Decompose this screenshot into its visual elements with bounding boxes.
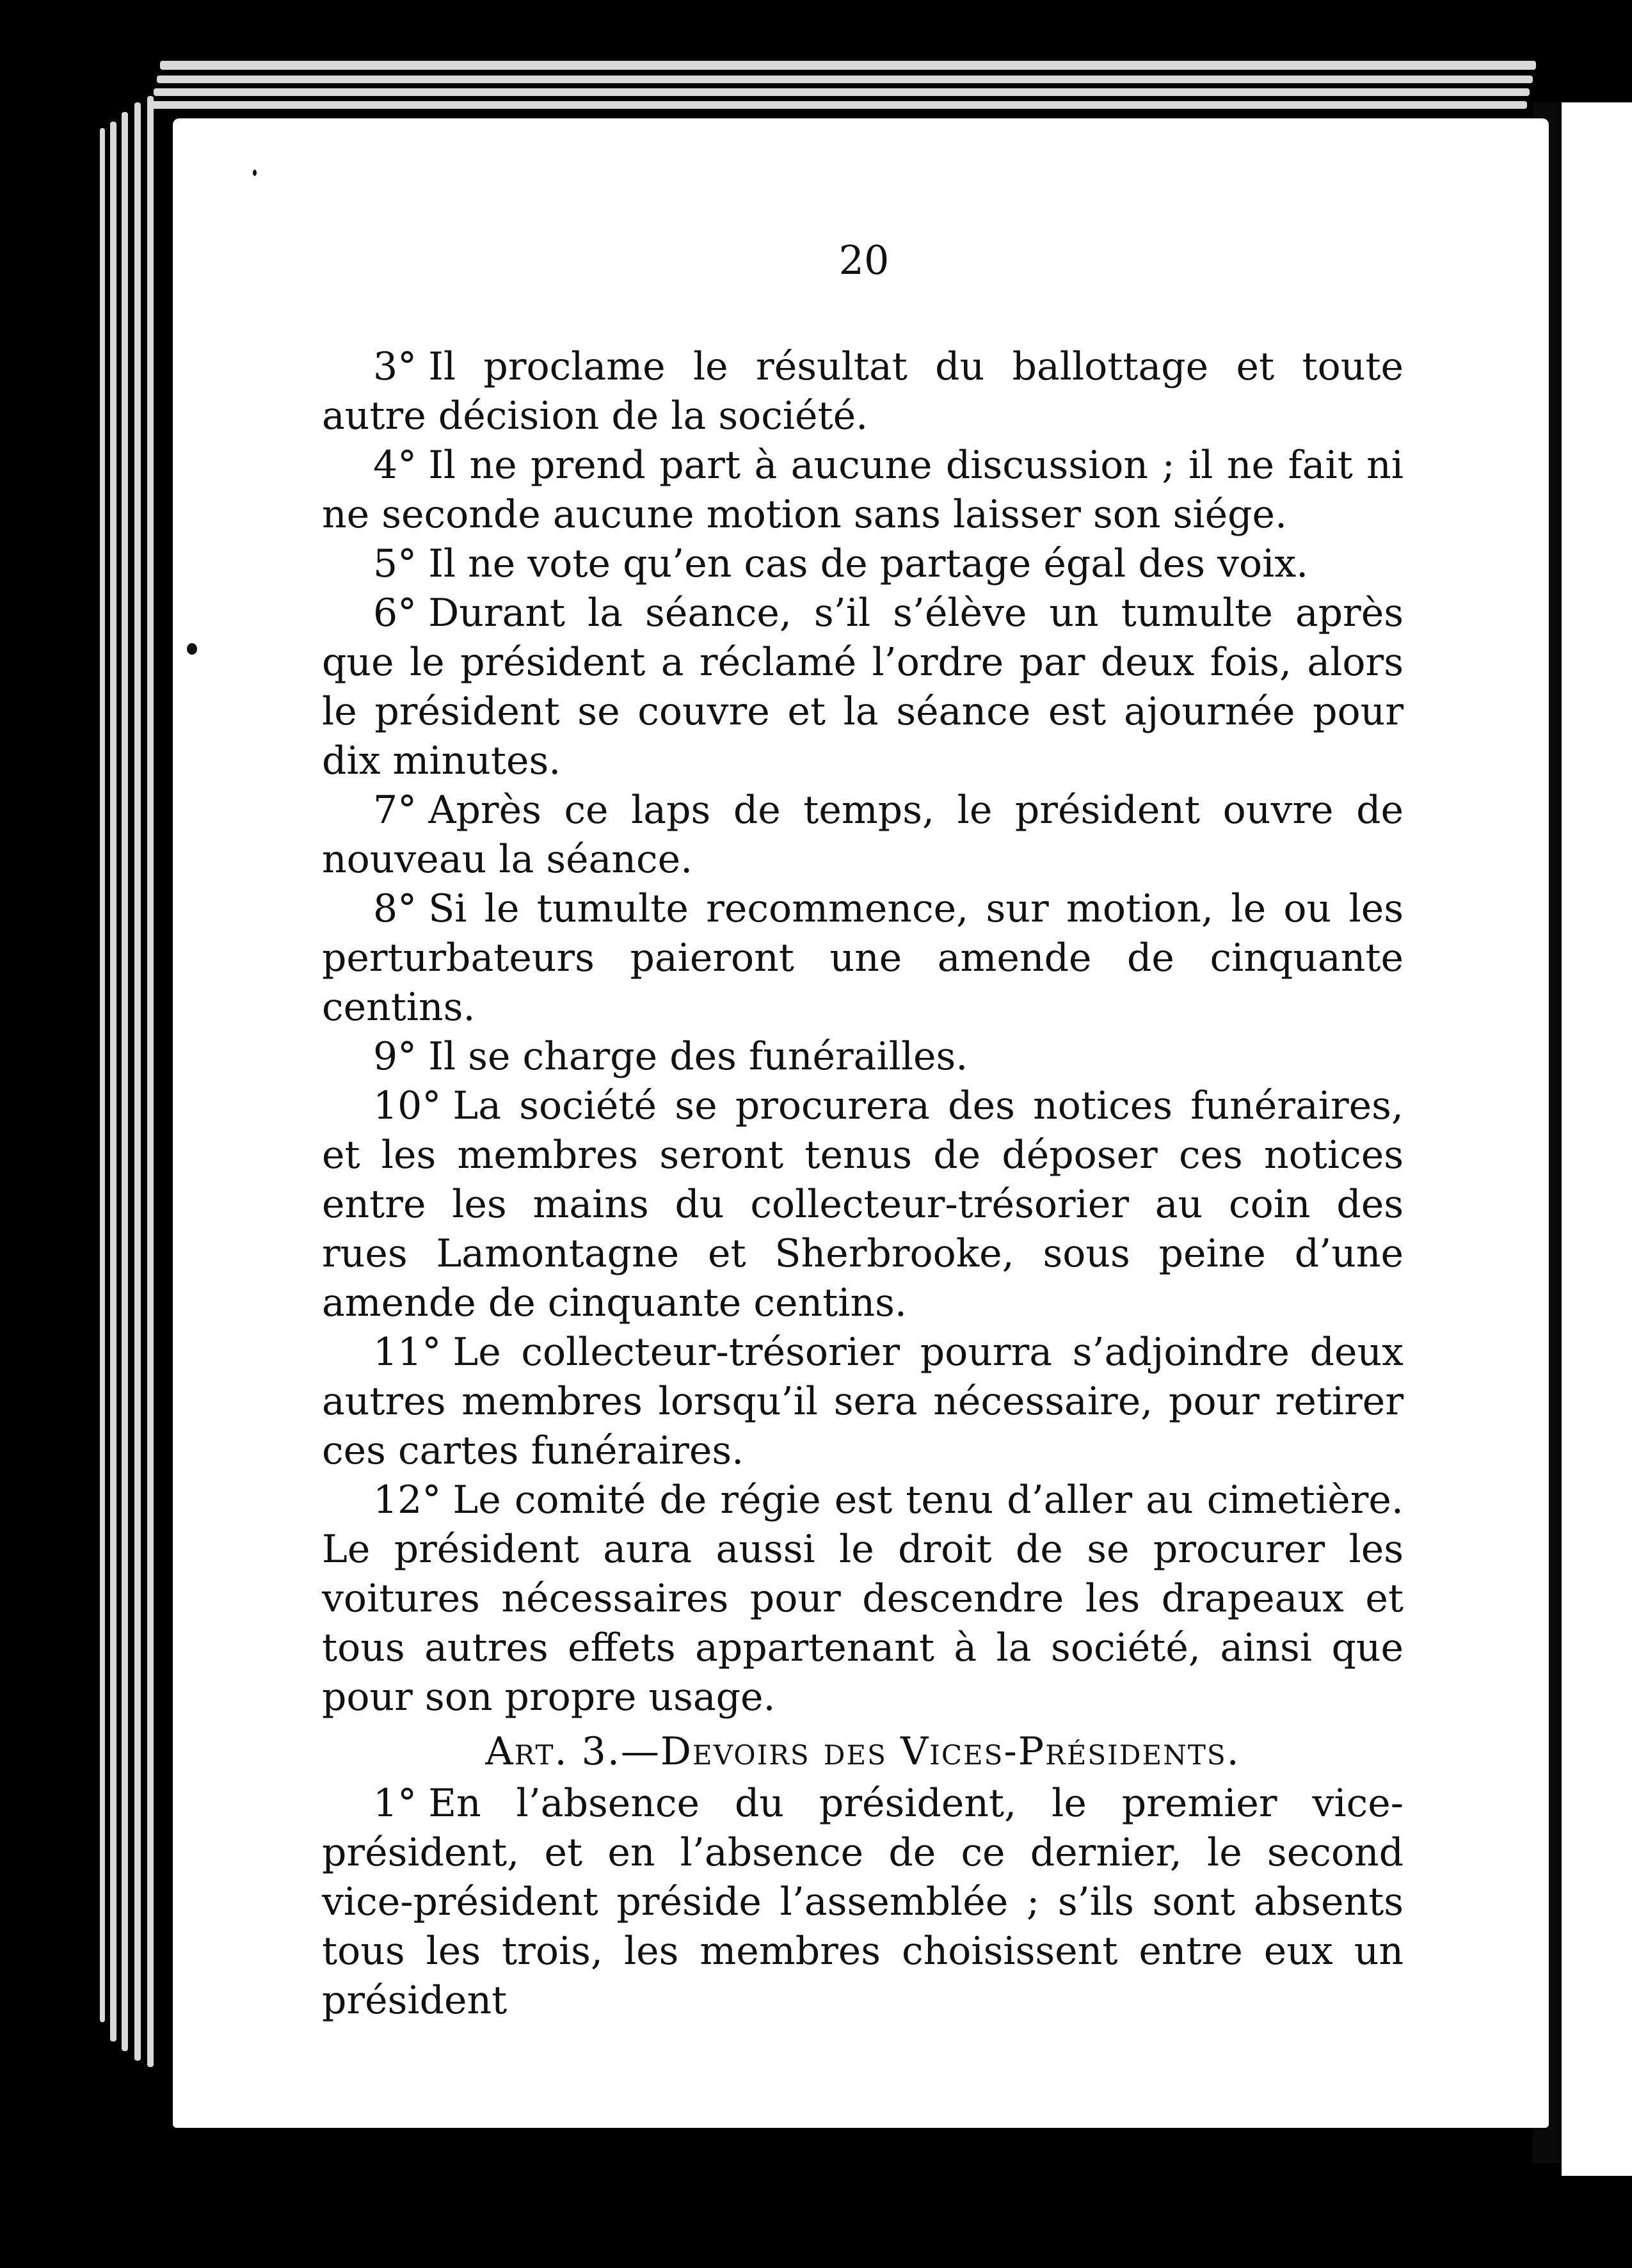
page-edge: [110, 122, 116, 2041]
page-edge: [160, 61, 1536, 70]
paragraph-text: Il ne vote qu’en cas de partage égal des voix.: [428, 541, 1309, 586]
page-body: [322, 342, 1404, 2025]
paragraph-number: 5°: [373, 541, 417, 586]
paragraph-5: [322, 539, 1404, 589]
paragraph-art3-1: [322, 1779, 1404, 2025]
paragraph-10: [322, 1082, 1404, 1328]
paragraph-number: 4°: [373, 443, 417, 488]
paragraph-3: [322, 342, 1404, 441]
paragraph-text: La société se procurera des notices funéraires, et les membres seront tenus de déposer ces notices entre les mains du collecteur-trésorier au coin des rues Lamontagne et Sherbrooke, sous peine d’une amende de cinquante centins.: [322, 1083, 1404, 1325]
paragraph-text: Il proclame le résultat du ballottage et toute autre décision de la société.: [322, 344, 1404, 438]
facing-page-edge: [1562, 102, 1632, 2176]
ink-speck: [253, 170, 257, 176]
section-heading: Art. 3.—Devoirs des Vices-Présidents.: [485, 1729, 1240, 1774]
paragraph-number: 7°: [373, 788, 417, 833]
paragraph-text: Si le tumulte recommence, sur motion, le ou les perturbateurs paieront une amende de cinquante centins.: [322, 886, 1404, 1030]
ink-speck: [187, 643, 197, 655]
paragraph-text: Il se charge des funérailles.: [428, 1034, 968, 1079]
page-number: 20: [838, 237, 890, 284]
paragraph-4: [322, 441, 1404, 539]
paragraph-number: 6°: [373, 591, 417, 635]
paragraph-7: [322, 786, 1404, 884]
page-edge: [151, 101, 1527, 109]
page-edge: [147, 96, 154, 2067]
paragraph-text: Après ce laps de temps, le président ouvre de nouveau la séance.: [322, 788, 1404, 882]
paragraph-8: [322, 884, 1404, 1032]
paragraph-number: 10°: [373, 1083, 442, 1128]
page-edge: [154, 88, 1530, 96]
paragraph-text: Il ne prend part à aucune discussion ; il ne fait ni ne seconde aucune motion sans laisser son siége.: [322, 443, 1404, 537]
paragraph-text: Le collecteur-trésorier pourra s’adjoindre deux autres membres lorsqu’il sera nécessaire, pour retirer ces cartes funéraires.: [322, 1330, 1404, 1473]
paragraph-number: 9°: [373, 1034, 417, 1079]
paragraph-text: Durant la séance, s’il s’élève un tumulte après que le président a réclamé l’ordre par deux fois, alors le président se couvre et la séance est ajournée pour dix minutes.: [322, 591, 1404, 783]
page-edge: [122, 112, 128, 2051]
paragraph-number: 3°: [373, 344, 417, 389]
paragraph-6: [322, 589, 1404, 786]
paragraph-number: 8°: [373, 886, 417, 931]
paragraph-9: [322, 1032, 1404, 1082]
paragraph-text: En l’absence du président, le premier vice-président, et en l’absence de ce dernier, le second vice-président préside l’assemblée ; s’ils sont absents tous les trois, les membres choisissent entre eux un président: [322, 1781, 1404, 2023]
paragraph-number: 12°: [373, 1478, 442, 1522]
paragraph-number: 1°: [373, 1781, 417, 1826]
paragraph-number: 11°: [373, 1330, 442, 1375]
page-edge: [134, 102, 141, 2061]
page-edge: [100, 128, 105, 2022]
paragraph-11: [322, 1328, 1404, 1476]
paragraph-12: [322, 1476, 1404, 1722]
page-edge: [157, 76, 1533, 83]
paragraph-text: Le comité de régie est tenu d’aller au cimetière. Le président aura aussi le droit de se procurer les voitures nécessaires pour descendre les drapeaux et tous autres effets appartenant à la société, ainsi que pour son propre usage.: [322, 1478, 1404, 1720]
